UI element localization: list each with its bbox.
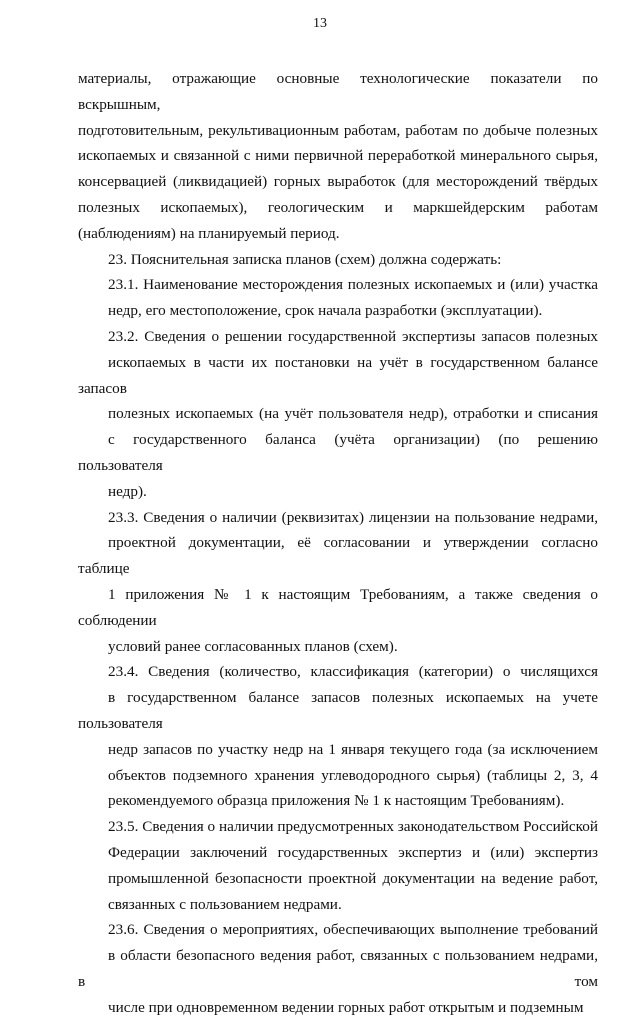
page-number: 13 (313, 16, 327, 31)
text-line: полезных ископаемых (на учёт пользователя недр), отработки и списания (108, 405, 598, 423)
text-line: недр). (108, 482, 147, 500)
text-line: проектной документации, её согласовании и утверждении согласно таблице (78, 534, 598, 578)
paragraph-p23-3 (78, 505, 598, 660)
text-line: подготовительным, рекультивационным работам, работам по добыче полезных (78, 121, 598, 139)
text-line: в области безопасного ведения работ, связанных с пользованием недрами, в том (78, 947, 598, 990)
document-body (78, 66, 598, 1020)
text-line: материалы, отражающие основные технологические показатели по вскрышным, (78, 70, 598, 113)
text-line: 23.2. Сведения о решении государственной экспертизы запасов полезных (108, 327, 598, 345)
text-line: 1 приложения № 1 к настоящим Требованиям, а также сведения о соблюдении (78, 585, 598, 629)
text-line: (наблюдениям) на планируемый период. (78, 224, 340, 242)
text-line: 23.1. Наименование месторождения полезных ископаемых и (или) участка (108, 276, 598, 294)
text-line: объектов подземного хранения углеводородного сырья) (таблицы 2, 3, 4 (108, 766, 598, 784)
text-line: числе при одновременном ведении горных работ открытым и подземным (108, 998, 584, 1016)
text-line: рекомендуемого образца приложения № 1 к настоящим Требованиям). (108, 792, 565, 810)
text-line: 23. Пояснительная записка планов (схем) должна содержать: (108, 250, 502, 268)
text-line: 23.3. Сведения о наличии (реквизитах) лицензии на пользование недрами, (108, 508, 598, 526)
paragraph-p23 (78, 247, 598, 273)
text-line: с государственного баланса (учёта организации) (по решению пользователя (78, 431, 598, 474)
paragraph-p23-1 (78, 272, 598, 324)
paragraph-p23-5 (78, 814, 598, 917)
paragraph-p23-6 (78, 917, 598, 1020)
paragraph-cont (78, 66, 598, 247)
text-line: условий ранее согласованных планов (схем). (108, 637, 398, 655)
text-line: в государственном балансе запасов полезных ископаемых на учете пользователя (78, 689, 598, 732)
text-line: недр запасов по участку недр на 1 января текущего года (за исключением (108, 740, 598, 758)
text-line: промышленной безопасности проектной документации на ведение работ, (108, 869, 598, 887)
text-line: 23.4. Сведения (количество, классификация (категории) о числящихся (108, 663, 598, 681)
text-line: консервацией (ликвидацией) горных выработок (для месторождений твёрдых (78, 173, 598, 191)
paragraph-p23-2 (78, 324, 598, 505)
text-line: недр, его местоположение, срок начала разработки (эксплуатации). (108, 302, 543, 320)
text-line: 23.6. Сведения о мероприятиях, обеспечивающих выполнение требований (108, 921, 598, 939)
text-line: ископаемых в части их постановки на учёт в государственном балансе запасов (78, 353, 598, 397)
text-line: ископаемых и связанной с ними первичной переработкой минерального сырья, (78, 147, 598, 165)
text-line: 23.5. Сведения о наличии предусмотренных законодательством Российской (108, 818, 598, 836)
text-line: связанных с пользованием недрами. (108, 895, 342, 913)
text-line: Федерации заключений государственных экспертиз и (или) экспертиз (108, 843, 598, 861)
text-line: полезных ископаемых), геологическим и маркшейдерским работам (78, 198, 598, 216)
paragraph-p23-4 (78, 659, 598, 814)
